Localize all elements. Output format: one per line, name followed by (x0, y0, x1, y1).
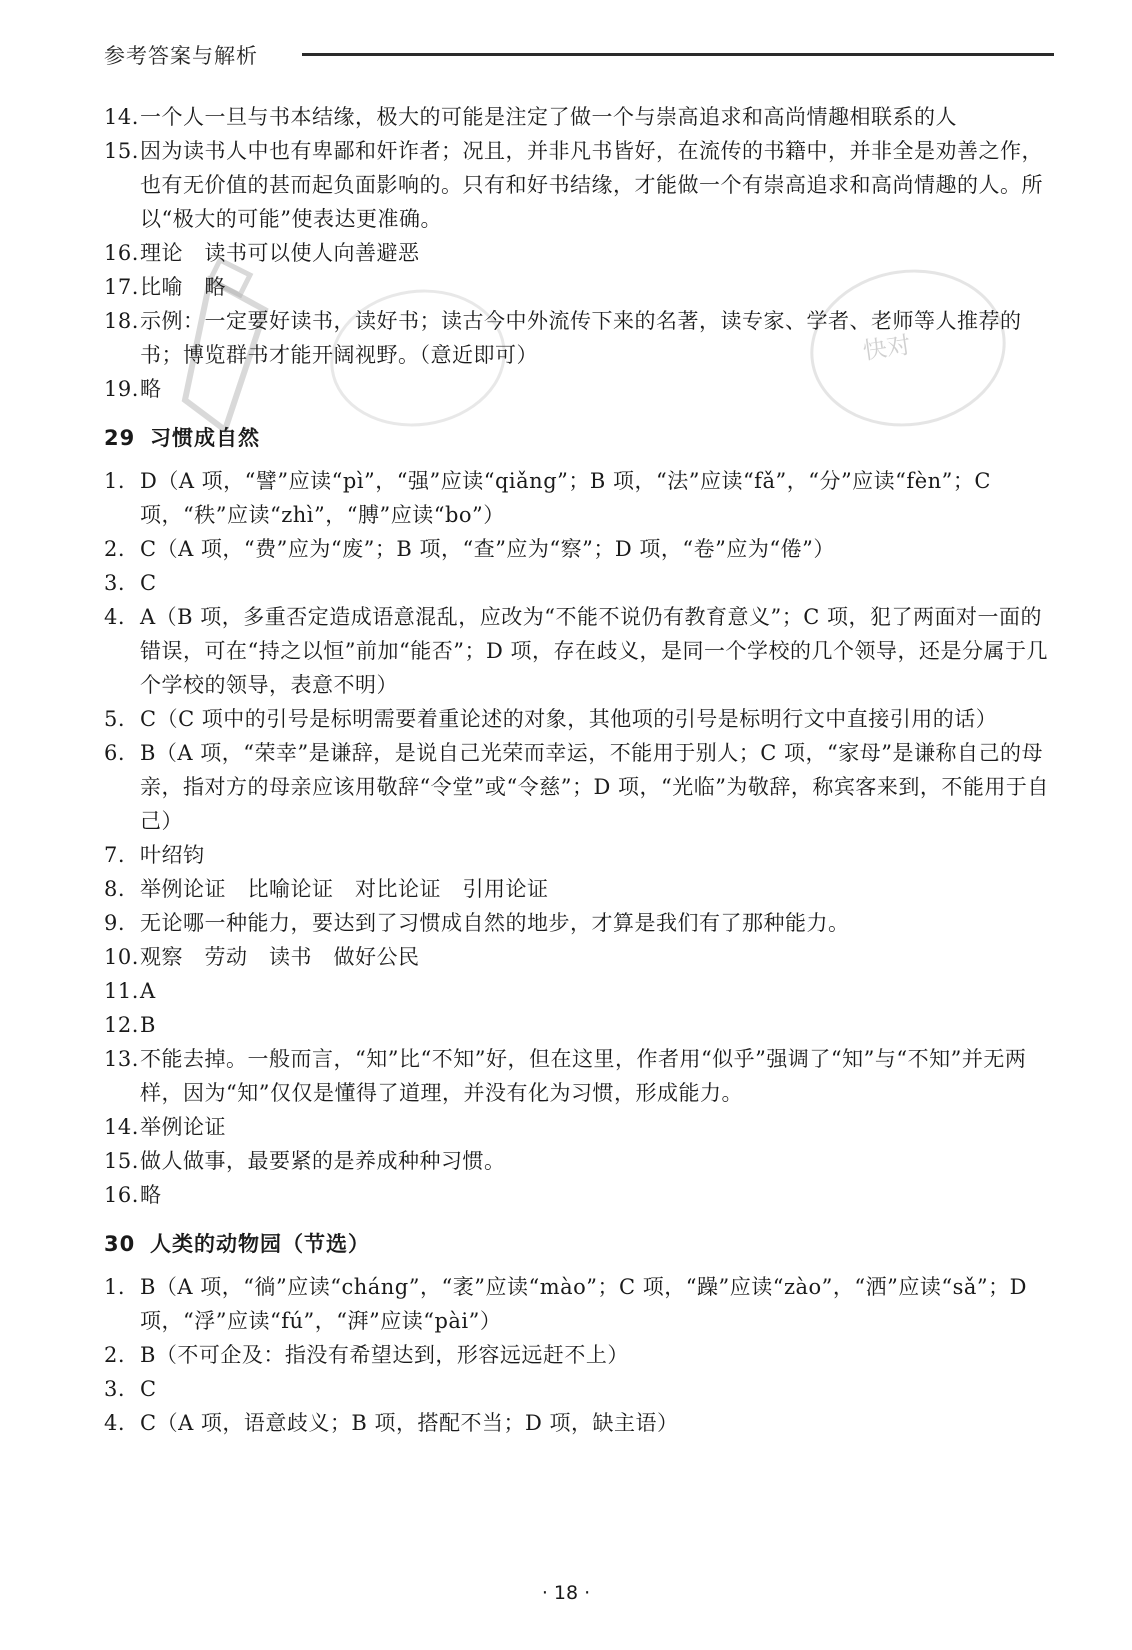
answer-item (104, 464, 1054, 532)
answer-text: C (140, 1377, 157, 1401)
answer-text: 因为读书人中也有卑鄙和奸诈者；况且，并非凡书皆好，在流传的书籍中，并非全是劝善之作，也有无价值的甚而起负面影响的。只有和好书结缘，才能做一个有崇高追求和高尚情趣的人。所以“极大的可能”使表达更准确。 (140, 139, 1043, 231)
answer-text: C（A 项，语意歧义；B 项，搭配不当；D 项，缺主语） (140, 1411, 679, 1435)
answer-number: 14. (104, 105, 139, 129)
answer-item (104, 1178, 1054, 1212)
answer-number: 9. (104, 911, 126, 935)
answer-number: 15. (104, 139, 139, 163)
section-number: 29 (104, 426, 136, 450)
answer-item (104, 872, 1054, 906)
section-title (104, 1228, 1054, 1258)
answer-number: 11. (104, 979, 139, 1003)
answer-text: B (140, 1013, 156, 1037)
header-title: 参考答案与解析 (104, 44, 258, 68)
answer-number: 5. (104, 707, 126, 731)
answer-item (104, 736, 1054, 838)
answer-item (104, 974, 1054, 1008)
answer-number: 4. (104, 1411, 126, 1435)
answer-text: 比喻 略 (140, 275, 226, 299)
section-title (104, 422, 1054, 452)
answer-number: 13. (104, 1047, 139, 1071)
answer-number: 10. (104, 945, 139, 969)
answer-content (104, 100, 1054, 1440)
answer-number: 3. (104, 571, 126, 595)
answer-text: B（不可企及：指没有希望达到，形容远远赶不上） (140, 1343, 629, 1367)
answer-item (104, 566, 1054, 600)
page-number: · 18 · (541, 1582, 591, 1604)
answer-text: D（A 项，“譬”应读“pì”，“强”应读“qiǎng”；B 项，“法”应读“fǎ”，“分”应读“fèn”；C 项，“秩”应读“zhì”，“膊”应读“bo”） (140, 469, 991, 527)
answer-number: 1. (104, 469, 126, 493)
answer-item (104, 906, 1054, 940)
answer-text: 略 (140, 1183, 162, 1207)
answer-text: 叶绍钧 (140, 843, 205, 867)
answer-text: 示例：一定要好读书，读好书；读古今中外流传下来的名著，读专家、学者、老师等人推荐的书；博览群书才能开阔视野。（意近即可） (140, 309, 1022, 367)
answer-text: C (140, 571, 157, 595)
answer-text: 一个人一旦与书本结缘，极大的可能是注定了做一个与崇高追求和高尚情趣相联系的人 (140, 105, 957, 129)
answer-item (104, 1144, 1054, 1178)
answer-item (104, 1008, 1054, 1042)
answer-item (104, 838, 1054, 872)
header-rule (302, 53, 1054, 56)
answer-text: A (140, 979, 156, 1003)
answer-text: A（B 项，多重否定造成语意混乱，应改为“不能不说仍有教育意义”；C 项，犯了两面对一面的错误，可在“持之以恒”前加“能否”；D 项，存在歧义，是同一个学校的几个领导，还是分属于几个学校的领导，表意不明） (140, 605, 1048, 697)
answer-number: 6. (104, 741, 126, 765)
answer-item (104, 1372, 1054, 1406)
answer-text: 观察 劳动 读书 做好公民 (140, 945, 420, 969)
answer-text: 不能去掉。一般而言，“知”比“不知”好，但在这里，作者用“似乎”强调了“知”与“不知”并无两样，因为“知”仅仅是懂得了道理，并没有化为习惯，形成能力。 (140, 1047, 1027, 1105)
answer-text: B（A 项，“荣幸”是谦辞，是说自己光荣而幸运，不能用于别人；C 项，“家母”是谦称自己的母亲，指对方的母亲应该用敬辞“令堂”或“令慈”；D 项，“光临”为敬辞，称宾客来到，不能用于自己） (140, 741, 1049, 833)
answer-item (104, 372, 1054, 406)
answer-item (104, 940, 1054, 974)
answer-text: C（C 项中的引号是标明需要着重论述的对象，其他项的引号是标明行文中直接引用的话） (140, 707, 998, 731)
answer-item (104, 134, 1054, 236)
answer-text: 理论 读书可以使人向善避恶 (140, 241, 420, 265)
answer-item (104, 1270, 1054, 1338)
answer-item (104, 1110, 1054, 1144)
section-title-text: 人类的动物园（节选） (150, 1232, 370, 1256)
answer-item (104, 702, 1054, 736)
answer-number: 19. (104, 377, 139, 401)
answer-number: 12. (104, 1013, 139, 1037)
page-header (104, 36, 1054, 66)
answer-item (104, 100, 1054, 134)
answer-item (104, 270, 1054, 304)
answer-number: 18. (104, 309, 139, 333)
answer-number: 16. (104, 241, 139, 265)
section-title-text: 习惯成自然 (150, 426, 260, 450)
answer-number: 16. (104, 1183, 139, 1207)
answer-item (104, 532, 1054, 566)
answer-number: 4. (104, 605, 126, 629)
answer-text: 举例论证 (140, 1115, 226, 1139)
answer-number: 2. (104, 1343, 126, 1367)
answer-text: 无论哪一种能力，要达到了习惯成自然的地步，才算是我们有了那种能力。 (140, 911, 850, 935)
answer-item (104, 600, 1054, 702)
answer-text: 做人做事，最要紧的是养成种种习惯。 (140, 1149, 506, 1173)
answer-number: 14. (104, 1115, 139, 1139)
answer-number: 7. (104, 843, 126, 867)
answer-number: 15. (104, 1149, 139, 1173)
answer-number: 2. (104, 537, 126, 561)
answer-number: 1. (104, 1275, 126, 1299)
answer-number: 3. (104, 1377, 126, 1401)
answer-text: C（A 项，“费”应为“废”；B 项，“查”应为“察”；D 项，“卷”应为“倦”） (140, 537, 835, 561)
answer-item (104, 236, 1054, 270)
answer-number: 17. (104, 275, 139, 299)
answer-text: B（A 项，“徜”应读“cháng”，“袤”应读“mào”；C 项，“躁”应读“zào”，“洒”应读“sǎ”；D 项，“浮”应读“fú”，“湃”应读“pài”） (140, 1275, 1027, 1333)
answer-item (104, 1042, 1054, 1110)
answer-text: 略 (140, 377, 162, 401)
answer-item (104, 304, 1054, 372)
answer-item (104, 1406, 1054, 1440)
answer-number: 8. (104, 877, 126, 901)
answer-text: 举例论证 比喻论证 对比论证 引用论证 (140, 877, 549, 901)
answer-item (104, 1338, 1054, 1372)
watermark-text: 快对 (861, 330, 913, 366)
section-number: 30 (104, 1232, 136, 1256)
